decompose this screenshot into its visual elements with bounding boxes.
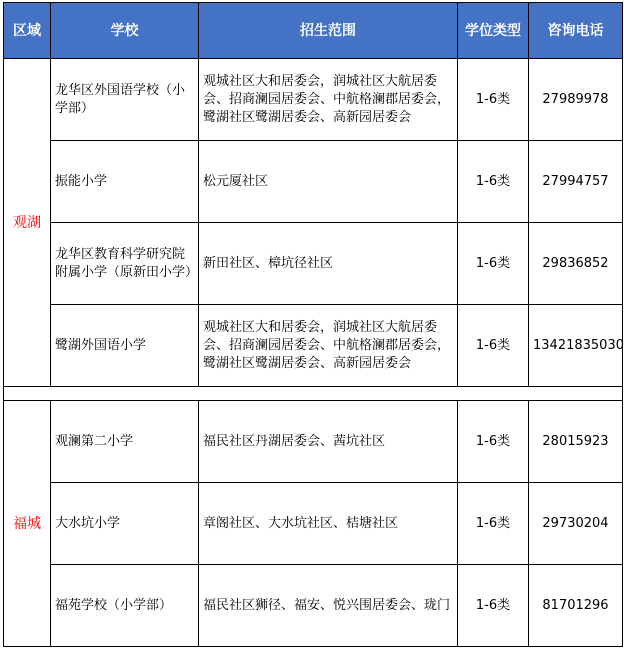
table-row (4, 483, 623, 565)
school-cell: 观澜第二小学 (51, 401, 199, 483)
district-cell-fucheng: 福城 (4, 401, 51, 647)
header-phone: 咨询电话 (529, 3, 623, 59)
header-school: 学校 (51, 3, 199, 59)
range-cell: 松元厦社区 (199, 141, 458, 223)
table-row (4, 59, 623, 141)
range-cell: 观城社区大和居委会，润城社区大航居委会、招商澜园居委会、中航格澜郡居委会，鹭湖社区鹭湖居委会、高新园居委会 (199, 59, 458, 141)
school-cell: 振能小学 (51, 141, 199, 223)
grade-cell: 1-6类 (458, 305, 529, 387)
range-cell: 章阁社区、大水坑社区、桔塘社区 (199, 483, 458, 565)
separator-cell (4, 387, 623, 401)
header-range: 招生范围 (199, 3, 458, 59)
range-cell: 福民社区狮径、福安、悦兴围居委会、珑门 (199, 565, 458, 647)
header-row (4, 3, 623, 59)
grade-cell: 1-6类 (458, 141, 529, 223)
grade-cell: 1-6类 (458, 483, 529, 565)
enrollment-table (3, 2, 623, 647)
phone-cell: 81701296 (529, 565, 623, 647)
table-row (4, 141, 623, 223)
separator-row (4, 387, 623, 401)
school-cell: 龙华区外国语学校（小学部） (51, 59, 199, 141)
phone-cell: 27994757 (529, 141, 623, 223)
school-cell: 大水坑小学 (51, 483, 199, 565)
grade-cell: 1-6类 (458, 401, 529, 483)
header-district: 区域 (4, 3, 51, 59)
grade-cell: 1-6类 (458, 565, 529, 647)
grade-cell: 1-6类 (458, 59, 529, 141)
school-cell: 鹭湖外国语小学 (51, 305, 199, 387)
table-row (4, 565, 623, 647)
range-cell: 福民社区丹湖居委会、茜坑社区 (199, 401, 458, 483)
district-cell-guanhu: 观湖 (4, 59, 51, 387)
table-row (4, 305, 623, 387)
table-row (4, 401, 623, 483)
phone-cell: 29730204 (529, 483, 623, 565)
grade-cell: 1-6类 (458, 223, 529, 305)
school-cell: 福苑学校（小学部） (51, 565, 199, 647)
range-cell: 新田社区、樟坑径社区 (199, 223, 458, 305)
header-grade: 学位类型 (458, 3, 529, 59)
phone-cell: 13421835030 (529, 305, 623, 387)
range-cell: 观城社区大和居委会，润城社区大航居委会、招商澜园居委会、中航格澜郡居委会，鹭湖社区鹭湖居委会、高新园居委会 (199, 305, 458, 387)
phone-cell: 29836852 (529, 223, 623, 305)
table-row (4, 223, 623, 305)
school-cell: 龙华区教育科学研究院附属小学（原新田小学） (51, 223, 199, 305)
phone-cell: 27989978 (529, 59, 623, 141)
phone-cell: 28015923 (529, 401, 623, 483)
